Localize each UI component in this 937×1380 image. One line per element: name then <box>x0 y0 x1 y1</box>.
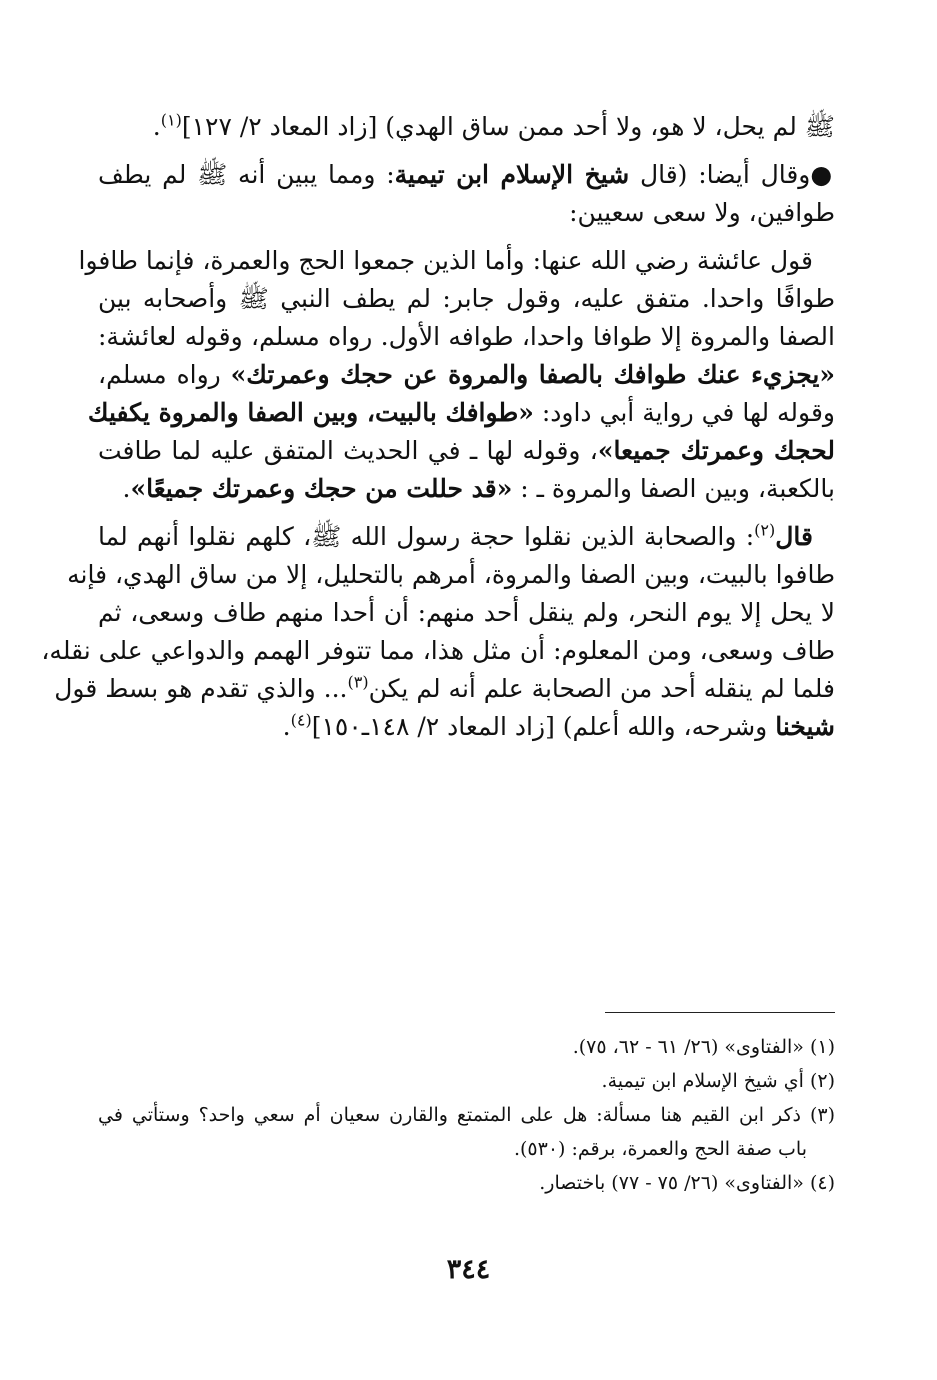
bold-text: شيخنا <box>775 712 835 741</box>
text-span: ، وقوله لها ـ في الحديث المتفق عليه لما طافت <box>98 436 598 465</box>
text-span: ... والذي تقدم هو بسط قول <box>54 674 348 703</box>
paragraph-line <box>98 194 835 232</box>
paragraph-line <box>87 394 835 432</box>
text-span: وشرحه، والله أعلم) [زاد المعاد ٢/ ١٤٨ـ١٥٠] <box>311 712 776 741</box>
footnote-3: (٣) ذكر ابن القيم هنا مسألة: هل على المتمتع والقارن سعيان أم سعي واحد؟ وستأتي في <box>98 1104 835 1126</box>
paragraph-line <box>78 242 835 280</box>
text-span: قول عائشة رضي الله عنها: وأما الذين جمعوا الحج والعمرة، فإنما طافوا <box>78 246 813 275</box>
text-span: رواه مسلم، <box>98 360 231 389</box>
bold-text: شيخ الإسلام ابن تيمية <box>394 160 630 189</box>
text-span: . <box>152 112 161 141</box>
text-span: وقوله لها في رواية أبي داود: <box>533 398 835 427</box>
text-span: لا يحل إلا يوم النحر، ولم ينقل أحد منهم: أن أحدا منهم طاف وسعى، ثم <box>98 598 835 627</box>
footnote-ref-4[interactable]: (٤) <box>290 710 312 730</box>
paragraph-line <box>98 470 835 508</box>
paragraph-continuation-line <box>98 108 835 146</box>
text-span: ﷺ لم يحل، لا هو، ولا أحد ممن ساق الهدي) [زاد المعاد ٢/ ١٢٧] <box>181 112 835 141</box>
paragraph-line <box>98 432 835 470</box>
text-span: الصفا والمروة إلا طوافا واحدا، طوافه الأول. رواه مسلم، وقوله لعائشة: <box>98 322 835 351</box>
text-span: طوافًا واحدا. متفق عليه، وقول جابر: لم يطف النبي ﷺ وأصحابه بين <box>98 284 835 313</box>
text-span: طاف وسعى، ومن المعلوم: أن مثل هذا، مما تتوفر الهمم والدواعي على نقله، <box>41 636 835 665</box>
hadith-quote: لحجك وعمرتك جميعا» <box>597 436 835 465</box>
hadith-quote: «يجزيء عنك طوافك بالصفا والمروة عن حجك وعمرتك» <box>230 360 836 389</box>
text-span: : والصحابة الذين نقلوا حجة رسول الله ﷺ، كلهم نقلوا أنهم لما <box>98 522 755 551</box>
bold-text: قال <box>775 522 813 551</box>
text-span: . <box>122 474 131 503</box>
paragraph-line <box>67 556 835 594</box>
footnote-ref-2[interactable]: (٢) <box>754 520 776 540</box>
paragraph-line <box>41 632 835 670</box>
paragraph-line <box>98 280 835 318</box>
text-span: وقال أيضا: (قال <box>629 160 811 189</box>
main-text <box>41 108 836 746</box>
paragraph-line <box>54 670 835 708</box>
footnotes <box>98 1030 835 1200</box>
paragraph-line <box>98 356 835 394</box>
text-span: : ومما يبين أنه ﷺ لم يطف <box>98 160 395 189</box>
paragraph-line <box>98 708 835 746</box>
footnote-1: (١) «الفتاوى» (٢٦/ ٦١ - ٦٢، ٧٥). <box>572 1036 835 1058</box>
paragraph-line <box>98 318 835 356</box>
text-span: فلما لم ينقله أحد من الصحابة علم أنه لم يكن <box>368 674 835 703</box>
hadith-quote: «قد حللت من حجك وعمرتك جميعًا» <box>130 474 513 503</box>
footnote-3-continuation: باب صفة الحج والعمرة، برقم: (٥٣٠). <box>513 1138 807 1160</box>
footnote-ref-3[interactable]: (٣) <box>347 672 369 692</box>
paragraph-line <box>98 594 835 632</box>
footnote-2: (٢) أي شيخ الإسلام ابن تيمية. <box>601 1070 835 1092</box>
text-span: طوافين، ولا سعى سعيين: <box>569 198 835 227</box>
footnote-ref-1[interactable]: (١) <box>160 110 182 130</box>
footnote-divider <box>605 1012 835 1013</box>
hadith-quote: «طوافك بالبيت، وبين الصفا والمروة يكفيك <box>87 398 534 427</box>
text-span: طافوا بالبيت، وبين الصفا والمروة، أمرهم بالتحليل، إلا من ساق الهدي، فإنه <box>67 560 835 589</box>
text-span: . <box>282 712 291 741</box>
paragraph-line <box>98 156 835 194</box>
page-number: ٣٤٤ <box>446 1254 491 1285</box>
text-span: بالكعبة، وبين الصفا والمروة ـ : <box>512 474 835 503</box>
paragraph-line <box>98 518 835 556</box>
footnote-4: (٤) «الفتاوى» (٢٦/ ٧٥ - ٧٧) باختصار. <box>539 1172 835 1194</box>
bullet-icon: ● <box>810 160 835 189</box>
